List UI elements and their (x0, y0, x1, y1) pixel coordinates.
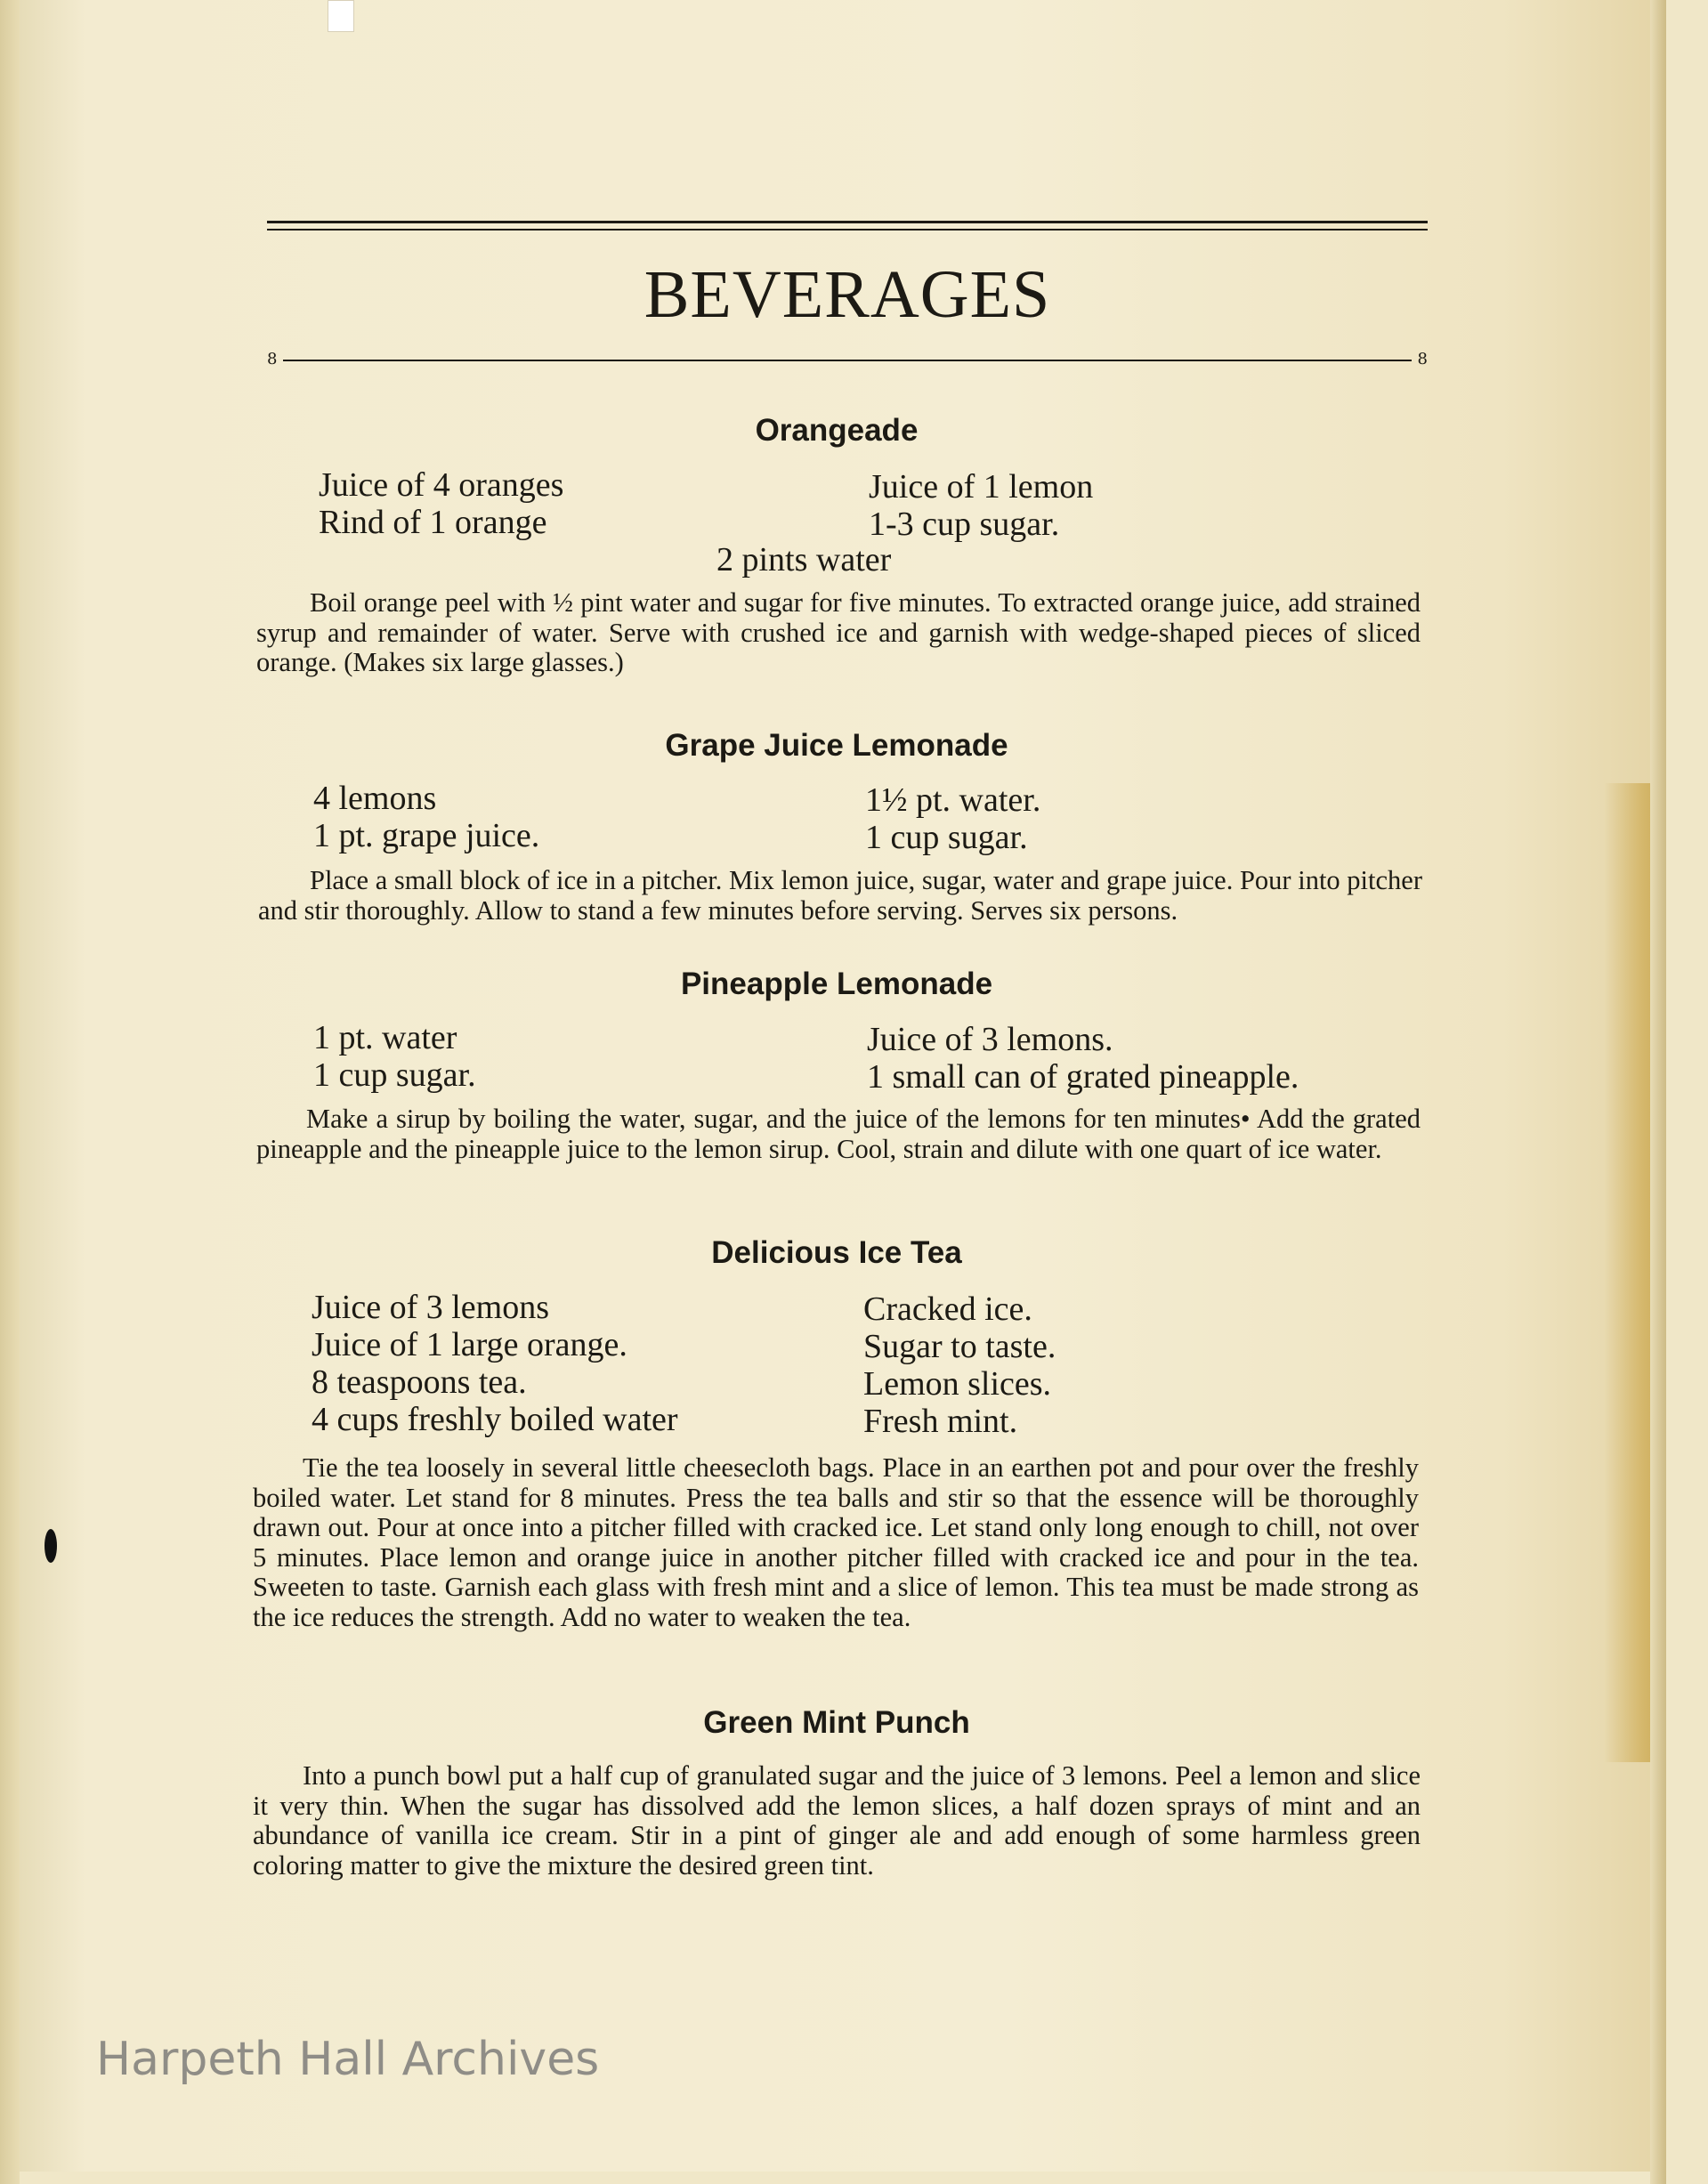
ornament-rule (267, 350, 1428, 368)
binding-hole (45, 1529, 57, 1563)
ingredient: Fresh mint. (863, 1403, 1018, 1440)
ingredient: Juice of 3 lemons. (867, 1021, 1113, 1058)
ingredient: 1 pt. water (313, 1019, 457, 1056)
archive-watermark: Harpeth Hall Archives (96, 2033, 600, 2086)
recipe-title-orangeade: Orangeade (755, 413, 919, 448)
ingredient: Juice of 3 lemons (312, 1289, 550, 1326)
ingredient: 1½ pt. water. (865, 781, 1041, 819)
recipe-directions-grape-juice-lemonade: Place a small block of ice in a pitcher. Mix lemon juice, sugar, water and grape juice. Pour into pitcher and stir thoroughly. Allow to stand a few minutes before serving. Serves six persons. (258, 865, 1422, 926)
ingredient: Rind of 1 orange (319, 504, 547, 541)
recipe-title-pineapple-lemonade: Pineapple Lemonade (680, 967, 993, 1001)
page-title: BEVERAGES (644, 257, 1051, 332)
top-double-rule (267, 221, 1428, 231)
ingredient: Juice of 1 lemon (869, 468, 1094, 506)
ingredient: Juice of 4 oranges (319, 466, 564, 504)
ingredient: Juice of 1 large orange. (312, 1326, 627, 1363)
ornament-right-icon: 8 (1417, 350, 1428, 368)
recipe-directions-orangeade: Boil orange peel with ½ pint water and sugar for five minutes. To extracted orange juice, add strained syrup and remainder of water. Serve with crushed ice and garnish with wedge-shaped pieces of sliced orange. (Makes six large glasses.) (256, 587, 1421, 677)
recipe-title-delicious-ice-tea: Delicious Ice Tea (711, 1235, 962, 1270)
recipe-directions-delicious-ice-tea: Tie the tea loosely in several little cheesecloth bags. Place in an earthen pot and pour over the freshly boiled water. Let stand for 8 minutes. Press the tea balls and stir so that the essence will be thoroughly drawn out. Pour at once into a pitcher filled with cracked ice. Let stand only long enough to chill, not over 5 minutes. Place lemon and orange juice in another pitcher filled with cracked ice and pour in the tea. Sweeten to taste. Garnish each glass with fresh mint and a slice of lemon. This tea must be made strong as the ice reduces the strength. Add no water to weaken the tea. (253, 1452, 1419, 1632)
ingredient: 2 pints water (716, 541, 892, 578)
paper-tab (328, 0, 354, 32)
ingredient: 1 small can of grated pineapple. (867, 1058, 1299, 1096)
ingredient: 1-3 cup sugar. (869, 506, 1060, 543)
ingredient: 1 pt. grape juice. (313, 817, 540, 854)
ingredient: 8 teaspoons tea. (312, 1363, 527, 1401)
ingredient: 4 lemons (313, 780, 437, 817)
book-spine (0, 0, 20, 2184)
recipe-title-green-mint-punch: Green Mint Punch (703, 1705, 970, 1740)
ingredient: 4 cups freshly boiled water (312, 1401, 678, 1438)
ingredient: Sugar to taste. (863, 1328, 1056, 1365)
ornament-left-icon: 8 (267, 350, 278, 368)
ingredient: 1 cup sugar. (865, 819, 1028, 856)
recipe-directions-pineapple-lemonade: Make a sirup by boiling the water, sugar, and the juice of the lemons for ten minutes• Add the grated pineapple and the pineapple juice to the lemon sirup. Cool, strain and dilute with one quart of ice water. (256, 1104, 1421, 1164)
ingredient: Cracked ice. (863, 1290, 1032, 1328)
recipe-title-grape-juice-lemonade: Grape Juice Lemonade (665, 728, 1008, 763)
ingredient: Lemon slices. (863, 1365, 1052, 1403)
rule-line (283, 360, 1412, 361)
recipe-directions-green-mint-punch: Into a punch bowl put a half cup of granulated sugar and the juice of 3 lemons. Peel a lemon and slice it very thin. When the sugar has dissolved add the lemon slices, a half dozen sprays of mint and an abundance of vanilla ice cream. Stir in a pint of ginger ale and add enough of some harmless green coloring matter to give the mixture the desired green tint. (253, 1760, 1421, 1881)
ingredient: 1 cup sugar. (313, 1056, 476, 1094)
page-edge (1650, 0, 1666, 2184)
